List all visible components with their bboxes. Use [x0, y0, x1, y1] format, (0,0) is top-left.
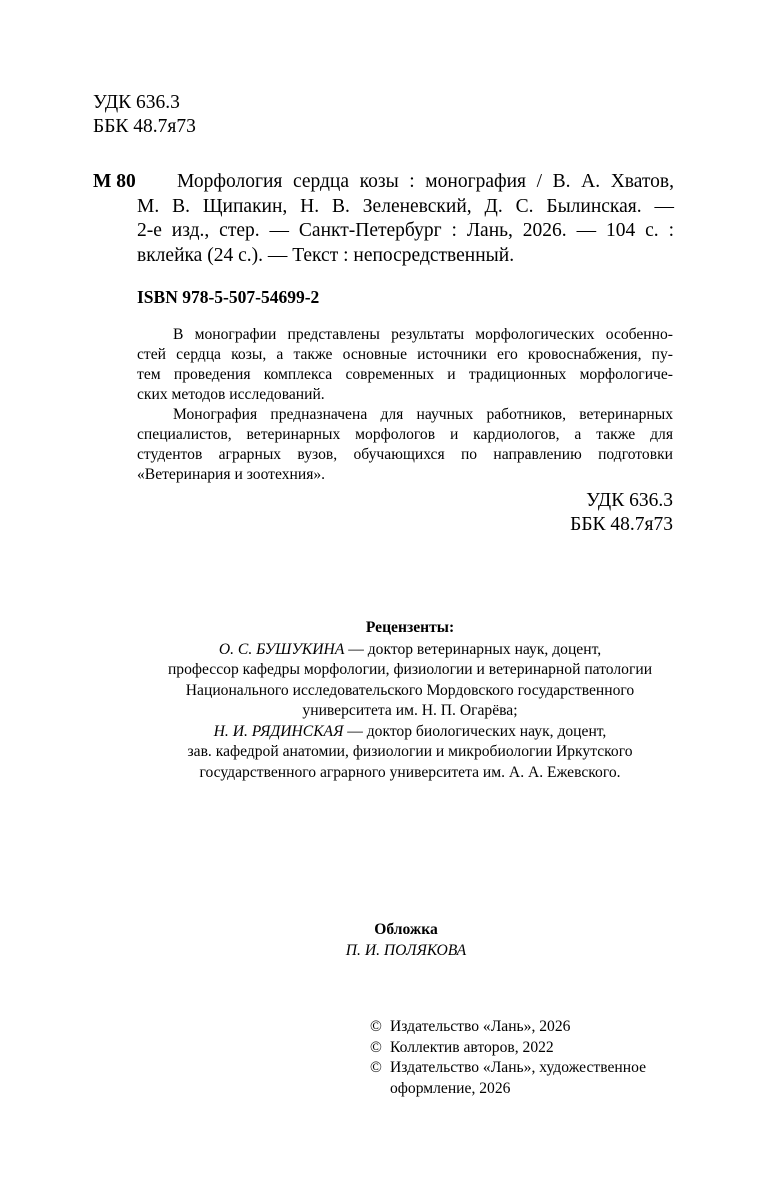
- classification-top: [93, 91, 196, 139]
- copyright-block: [370, 1017, 690, 1099]
- copyright-text: Коллектив авторов, 2022: [390, 1038, 554, 1056]
- copyright-line-1: [370, 1017, 690, 1038]
- annotation-line: В монографии представлены результаты морфологических особенно-: [173, 326, 673, 343]
- classification-right: [570, 489, 673, 537]
- copyright-symbol: ©: [370, 1059, 382, 1076]
- reviewer-2-name: Н. И. РЯДИНСКАЯ: [213, 722, 344, 740]
- reviewers-heading: Рецензенты:: [365, 619, 455, 636]
- annotation-line: Монография предназначена для научных работников, ветеринарных: [173, 406, 673, 423]
- bbk-code: ББК 48.7я73: [570, 514, 673, 535]
- cover-heading: Обложка: [374, 921, 438, 938]
- annotation-line: тем проведения комплекса современных и традиционных морфологиче-: [137, 366, 673, 383]
- reviewer-2-line-1: [100, 722, 720, 743]
- reviewer-1-name: О. С. БУШУКИНА: [218, 640, 345, 658]
- udk-code: УДК 636.3: [93, 92, 180, 113]
- reviewer-2-degree: — доктор биологических наук, доцент,: [343, 722, 607, 740]
- reviewer-1-line-4: университета им. Н. П. Огарёва;: [302, 702, 518, 719]
- isbn: ISBN 978-5-507-54699-2: [137, 287, 320, 307]
- reviewer-1-line-3: Национального исследовательского Мордовского государственного: [185, 681, 635, 699]
- entry-line-2: М. В. Щипакин, Н. В. Зеленевский, Д. С. Былинская. —: [137, 195, 674, 217]
- bbk-code: ББК 48.7я73: [93, 116, 196, 137]
- catalog-entry: [93, 170, 674, 268]
- entry-line-4: вклейка (24 с.). — Текст : непосредственный.: [137, 244, 515, 266]
- annotation-line: «Ветеринария и зоотехния».: [137, 466, 326, 483]
- reviewers-block: [100, 618, 720, 783]
- copyright-line-2: [370, 1038, 690, 1059]
- copyright-symbol: ©: [370, 1038, 382, 1056]
- reviewer-1-line-2: профессор кафедры морфологии, физиологии и ветеринарной патологии: [167, 661, 653, 678]
- udk-code: УДК 636.3: [586, 490, 673, 511]
- copyright-line-3: [370, 1058, 690, 1099]
- reviewer-1-line-1: [100, 640, 720, 661]
- reviewer-1-degree: — доктор ветеринарных наук, доцент,: [344, 640, 602, 658]
- cover-artist: П. И. ПОЛЯКОВА: [345, 941, 467, 959]
- copyright-symbol: ©: [370, 1018, 382, 1035]
- entry-line-1: Морфология сердца козы : монография / В. А. Хватов,: [177, 171, 674, 192]
- annotation-line: ских методов исследований.: [137, 386, 325, 403]
- cover-credit: [100, 920, 712, 961]
- reviewer-2-line-3: государственного аграрного университета им. А. А. Ежевского.: [199, 763, 621, 781]
- annotation-line: студентов аграрных вузов, обучающихся по направлению подготовки: [137, 446, 673, 463]
- annotation-line: специалистов, ветеринарных морфологов и кардиологов, а также для: [137, 426, 673, 443]
- author-mark: М 80: [93, 171, 136, 192]
- entry-line-3: 2-е изд., стер. — Санкт-Петербург : Лань, 2026. — 104 с. :: [137, 220, 674, 241]
- copyright-text: Издательство «Лань», 2026: [390, 1018, 571, 1035]
- copyright-text: Издательство «Лань», художественное оформление, 2026: [390, 1059, 647, 1097]
- annotation: [137, 325, 673, 485]
- reviewer-2-line-2: зав. кафедрой анатомии, физиологии и микробиологии Иркутского: [187, 743, 633, 760]
- annotation-line: стей сердца козы, а также основные источники его кровоснабжения, пу-: [137, 346, 673, 363]
